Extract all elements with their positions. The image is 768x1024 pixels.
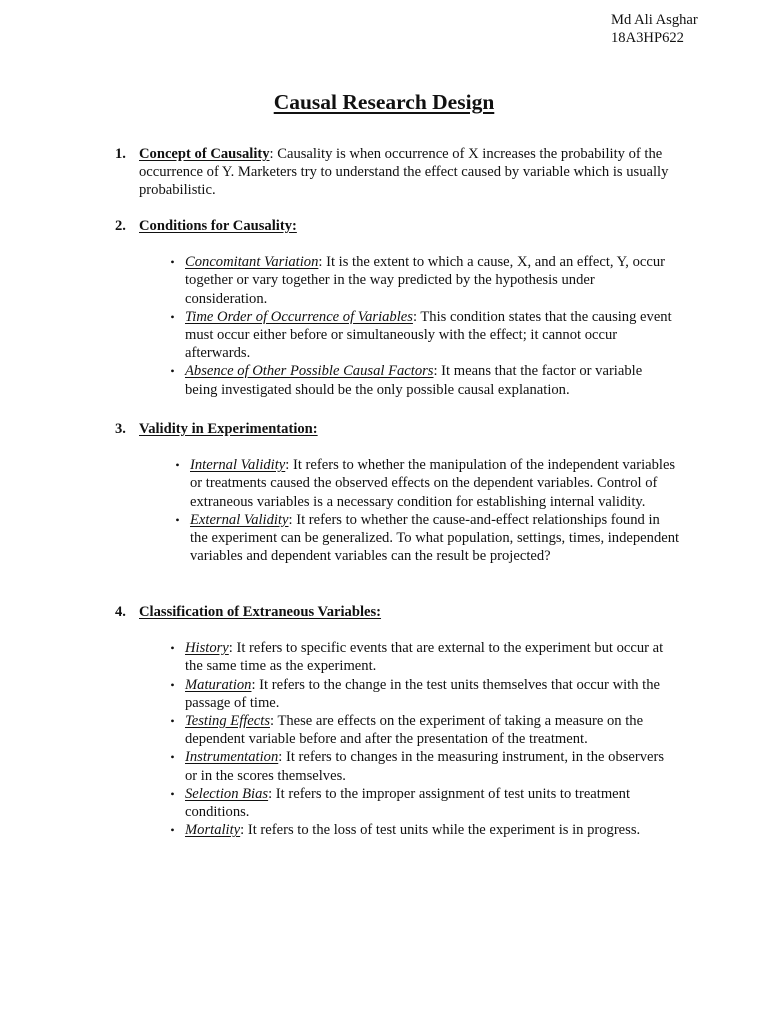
bullet-icon: • — [170, 255, 175, 270]
section-heading: Conditions for Causality: — [139, 218, 297, 234]
section-number: 4. — [115, 604, 126, 620]
list-item-body — [185, 308, 676, 363]
list-item-text: : It refers to the change in the test units themselves that occur with the passage of time. — [185, 676, 660, 711]
list-item-body — [185, 362, 676, 398]
list-item — [161, 712, 676, 748]
author-name: Md Ali Asghar — [611, 12, 698, 28]
bullet-icon: • — [170, 714, 175, 729]
section-number: 2. — [115, 218, 126, 234]
list-item-text: : This condition states that the causing event must occur either before or simultaneously with the effect; it cannot occur afterwards. — [185, 308, 672, 362]
list-item-body — [190, 511, 680, 566]
list-item — [161, 821, 676, 839]
author-id: 18A3HP622 — [611, 30, 684, 46]
list-item-text: : It refers to the improper assignment of test units to treatment conditions. — [185, 785, 631, 821]
bullet-icon: • — [170, 750, 175, 765]
author-block — [611, 11, 698, 47]
list-item-text: : It is the extent to which a cause, X, and an effect, Y, occur together or vary together in the way predicted by the hypothesis under consideration. — [185, 254, 665, 307]
list-item-term: Selection Bias — [185, 785, 269, 802]
list-item-text: : It refers to changes in the measuring instrument, in the observers or in the scores themselves. — [185, 749, 665, 784]
bullet-icon: • — [170, 823, 175, 838]
section-body — [139, 145, 680, 200]
bullet-icon: • — [170, 786, 175, 801]
bullet-icon: • — [170, 309, 175, 324]
list-item-text: : It refers to the loss of test units while the experiment is in progress. — [240, 822, 641, 839]
section-heading: Validity in Experimentation: — [139, 421, 318, 437]
section-number: 3. — [115, 421, 126, 437]
page-title-text: Causal Research Design — [273, 90, 495, 114]
list-item — [161, 676, 676, 712]
list-item-term: Instrumentation — [185, 749, 279, 766]
list-item-body — [190, 456, 680, 511]
section-concept-of-causality — [115, 145, 680, 200]
section-conditions-for-causality — [115, 217, 680, 399]
bullet-icon: • — [175, 512, 180, 527]
list-item-body — [185, 676, 676, 712]
bullet-list — [165, 456, 680, 565]
list-item-term: External Validity — [190, 511, 289, 528]
page-title — [0, 88, 768, 116]
bullet-icon: • — [170, 677, 175, 692]
bullet-list — [161, 253, 676, 399]
bullet-icon: • — [170, 641, 175, 656]
list-item-text: : It refers to specific events that are external to the experiment but occur at the same time as the experiment. — [185, 640, 664, 675]
list-item-term: Time Order of Occurrence of Variables — [185, 308, 413, 325]
list-item — [161, 362, 676, 398]
section-heading: Concept of Causality — [139, 146, 270, 162]
list-item — [161, 785, 676, 821]
section-number: 1. — [115, 146, 126, 162]
list-item-text: : It means that the factor or variable being investigated should be the only possible causal explanation. — [185, 363, 643, 398]
list-item — [161, 253, 676, 308]
list-item — [165, 511, 680, 566]
list-item — [161, 748, 676, 784]
bullet-list — [161, 639, 676, 839]
section-text: : Causality is when occurrence of X increases the probability of the occurrence of Y. Marketers try to understand the effect caused by variable which is usually probabilistic. — [139, 146, 669, 199]
list-item-body — [185, 639, 676, 675]
list-item-term: Absence of Other Possible Causal Factors — [185, 363, 434, 380]
list-item — [161, 639, 676, 675]
list-item — [165, 456, 680, 511]
list-item-body — [185, 253, 676, 308]
list-item-text: : These are effects on the experiment of taking a measure on the dependent variable before and after the presentation of the treatment. — [185, 713, 644, 748]
list-item-body — [185, 712, 676, 748]
section-validity-in-experimentation — [115, 420, 680, 565]
list-item-term: Mortality — [185, 822, 241, 839]
section-classification-of-extraneous-variables — [115, 603, 680, 839]
list-item-term: Internal Validity — [190, 457, 286, 474]
list-item-term: Testing Effects — [185, 713, 270, 730]
list-item-term: Concomitant Variation — [185, 254, 319, 271]
list-item-text: : It refers to whether the cause-and-effect relationships found in the experiment can be generalized. To what population, settings, times, independent variables and dependent variables can the result be projected? — [190, 511, 680, 565]
list-item-term: Maturation — [185, 676, 252, 693]
list-item-text: : It refers to whether the manipulation of the independent variables or treatments caused the observed effects on the dependent variables. Control of extraneous variables is a necessary condition for establishing internal validity. — [190, 457, 676, 510]
list-item-body — [185, 785, 676, 821]
list-item-term: History — [185, 640, 229, 657]
list-item-body — [185, 821, 640, 839]
list-item-body — [185, 748, 676, 784]
list-item — [161, 308, 676, 363]
section-heading: Classification of Extraneous Variables: — [139, 604, 382, 620]
bullet-icon: • — [170, 364, 175, 379]
bullet-icon: • — [175, 458, 180, 473]
